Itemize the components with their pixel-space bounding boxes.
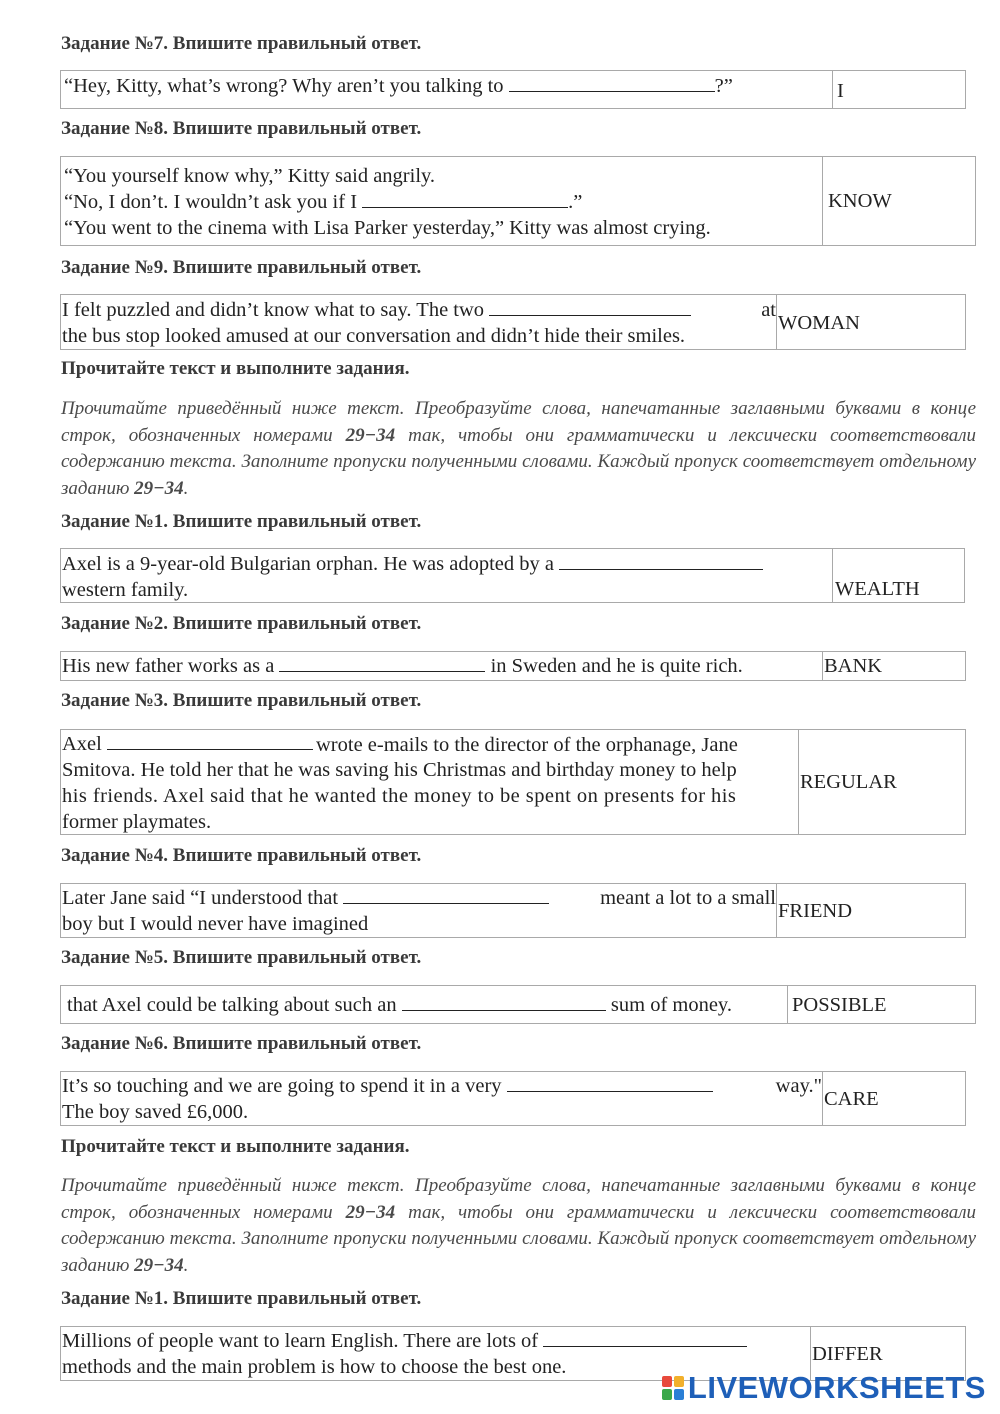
answer-blank[interactable]: [402, 992, 606, 1011]
task-table: [60, 156, 976, 246]
cell-divider: [798, 730, 799, 834]
base-word: DIFFER: [812, 1343, 883, 1365]
task-table: [60, 651, 966, 681]
cell-divider: [787, 986, 788, 1023]
cell-divider: [776, 295, 777, 349]
task-sentence: Later Jane said “I understood that meant a lot to a small boy but I would never have imagined: [62, 887, 776, 935]
task-table: [60, 1071, 966, 1126]
task-heading: Задание №2. Впишите правильный ответ.: [61, 613, 422, 634]
liveworksheets-logo[interactable]: [662, 1370, 986, 1406]
task-heading: Задание №3. Впишите правильный ответ.: [61, 690, 422, 711]
task-sentence: Axel is a 9-year-old Bulgarian orphan. He was adopted by a western family.: [62, 551, 763, 603]
answer-blank[interactable]: [507, 1073, 713, 1092]
base-word: BANK: [824, 655, 883, 677]
liveworksheets-logo-icon: [662, 1376, 684, 1400]
task-heading: Задание №4. Впишите правильный ответ.: [61, 845, 422, 866]
cell-divider: [832, 71, 833, 108]
instruction-text: Прочитайте приведённый ниже текст. Преобразуйте слова, напечатанные заглавными буквами в конце строк, обозначенных номерами 29−34 так, чтобы они грамматически и лексически соответствовали содержанию текста. Заполните пропуски полученными словами. Каждый пропуск соответствует отдельному заданию 29−34.: [61, 1175, 976, 1276]
base-word: WEALTH: [835, 578, 920, 600]
answer-blank[interactable]: [279, 653, 485, 672]
task-sentence: “Hey, Kitty, what’s wrong? Why aren’t you talking to ?”: [64, 75, 733, 97]
answer-blank[interactable]: [489, 297, 691, 316]
task-table: [60, 548, 965, 603]
section-title: Прочитайте текст и выполните задания.: [61, 1136, 410, 1157]
base-word: FRIEND: [778, 900, 853, 922]
section-title: Прочитайте текст и выполните задания.: [61, 358, 410, 379]
task-sentence: I felt puzzled and didn’t know what to say. The two at the bus stop looked amused at our conversation and didn’t hide their smiles.: [62, 299, 776, 347]
base-word: KNOW: [828, 190, 892, 212]
answer-blank[interactable]: [543, 1328, 747, 1347]
task-heading: Задание №1. Впишите правильный ответ.: [61, 1288, 422, 1309]
task-table: [60, 883, 966, 938]
task-heading: Задание №5. Впишите правильный ответ.: [61, 947, 422, 968]
task-sentence: Axel wrote e-mails to the director of the orphanage, Jane Smitova. He told her that he was saving his Christmas and birthday money to help his friends. Axel said that he wanted the money to be spent on presents for his former playmates.: [62, 733, 738, 833]
base-word: CARE: [824, 1088, 879, 1110]
task-heading: Задание №1. Впишите правильный ответ.: [61, 511, 422, 532]
task-table: [60, 729, 966, 835]
base-word: REGULAR: [800, 771, 897, 793]
task-heading: Задание №8. Впишите правильный ответ.: [61, 118, 422, 139]
cell-divider: [822, 1072, 823, 1125]
task-table: [60, 294, 966, 350]
task-sentence: that Axel could be talking about such an sum of money.: [67, 994, 732, 1016]
task-table: [60, 70, 966, 109]
answer-blank[interactable]: [559, 551, 763, 570]
instruction-text: Прочитайте приведённый ниже текст. Преобразуйте слова, напечатанные заглавными буквами в конце строк, обозначенных номерами 29−34 так, чтобы они грамматически и лексически соответствовали содержанию текста. Заполните пропуски полученными словами. Каждый пропуск соответствует отдельному заданию 29−34.: [61, 398, 976, 499]
cell-divider: [776, 884, 777, 937]
task-sentence: His new father works as a in Sweden and he is quite rich.: [62, 655, 743, 677]
answer-blank[interactable]: [509, 73, 715, 92]
answer-blank[interactable]: [362, 189, 568, 208]
cell-divider: [822, 652, 823, 680]
task-heading: Задание №9. Впишите правильный ответ.: [61, 257, 422, 278]
base-word: POSSIBLE: [792, 994, 887, 1016]
logo-text: LIVEWORKSHEETS: [687, 1370, 986, 1405]
task-sentence: Millions of people want to learn English. There are lots of methods and the main problem is how to choose the best one.: [62, 1328, 747, 1380]
task-heading: Задание №7. Впишите правильный ответ.: [61, 33, 422, 54]
cell-divider: [822, 157, 823, 245]
task-sentence: “You yourself know why,” Kitty said angrily. “No, I don’t. I wouldn’t ask you if I .” “You went to the cinema with Lisa Parker yesterday,” Kitty was almost crying.: [64, 165, 711, 239]
answer-blank[interactable]: [107, 731, 313, 750]
task-sentence: It’s so touching and we are going to spend it in a very way." The boy saved £6,000.: [62, 1075, 822, 1123]
answer-blank[interactable]: [343, 885, 549, 904]
base-word: I: [837, 80, 844, 102]
cell-divider: [832, 549, 833, 602]
base-word: WOMAN: [778, 312, 860, 334]
task-table: [60, 985, 976, 1024]
task-heading: Задание №6. Впишите правильный ответ.: [61, 1033, 422, 1054]
